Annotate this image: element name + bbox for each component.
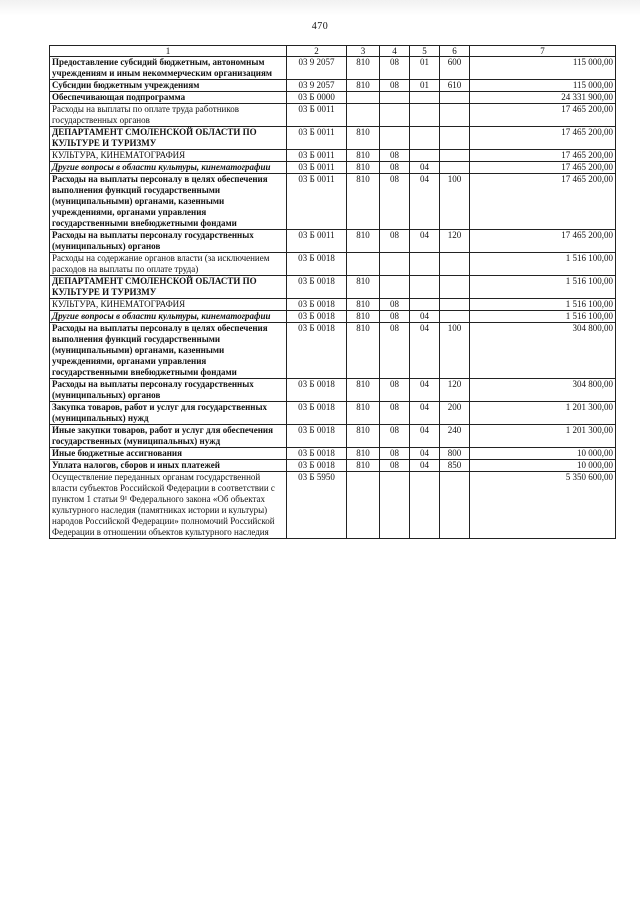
row-expense-type-cell	[440, 150, 470, 162]
header-cell: 7	[470, 46, 616, 57]
row-amount-cell: 17 465 200,00	[470, 150, 616, 162]
row-code-cell: 03 Б 0018	[287, 323, 347, 379]
budget-table	[49, 45, 616, 539]
row-expense-type-cell	[440, 311, 470, 323]
row-gov-cell: 810	[347, 425, 380, 448]
row-amount-cell: 1 516 100,00	[470, 276, 616, 299]
row-expense-type-cell: 100	[440, 174, 470, 230]
row-gov-cell: 810	[347, 379, 380, 402]
row-expense-type-cell: 240	[440, 425, 470, 448]
row-section-cell: 08	[380, 311, 410, 323]
row-subsection-cell: 04	[410, 162, 440, 174]
row-subsection-cell	[410, 253, 440, 276]
table-row	[50, 127, 616, 150]
row-gov-cell: 810	[347, 402, 380, 425]
row-subsection-cell: 04	[410, 323, 440, 379]
row-subsection-cell	[410, 127, 440, 150]
row-expense-type-cell	[440, 92, 470, 104]
header-cell: 3	[347, 46, 380, 57]
row-section-cell: 08	[380, 448, 410, 460]
row-gov-cell: 810	[347, 57, 380, 80]
row-gov-cell	[347, 92, 380, 104]
table-row	[50, 174, 616, 230]
row-code-cell: 03 Б 0011	[287, 104, 347, 127]
table-row	[50, 402, 616, 425]
row-amount-cell: 115 000,00	[470, 57, 616, 80]
row-expense-type-cell: 200	[440, 402, 470, 425]
header-cell: 1	[50, 46, 287, 57]
row-gov-cell: 810	[347, 460, 380, 472]
row-expense-type-cell	[440, 299, 470, 311]
row-section-cell: 08	[380, 323, 410, 379]
row-name-cell: КУЛЬТУРА, КИНЕМАТОГРАФИЯ	[50, 299, 287, 311]
row-name-cell: ДЕПАРТАМЕНТ СМОЛЕНСКОЙ ОБЛАСТИ ПО КУЛЬТУРЕ И ТУРИЗМУ	[50, 127, 287, 150]
row-name-cell: Расходы на выплаты персоналу государственных (муниципальных) органов	[50, 230, 287, 253]
row-code-cell: 03 Б 0018	[287, 402, 347, 425]
table-row	[50, 57, 616, 80]
row-subsection-cell: 04	[410, 448, 440, 460]
row-amount-cell: 24 331 900,00	[470, 92, 616, 104]
header-cell: 4	[380, 46, 410, 57]
row-code-cell: 03 Б 5950	[287, 472, 347, 539]
row-name-cell: Закупка товаров, работ и услуг для государственных (муниципальных) нужд	[50, 402, 287, 425]
row-name-cell: ДЕПАРТАМЕНТ СМОЛЕНСКОЙ ОБЛАСТИ ПО КУЛЬТУРЕ И ТУРИЗМУ	[50, 276, 287, 299]
row-gov-cell: 810	[347, 311, 380, 323]
row-subsection-cell	[410, 472, 440, 539]
row-gov-cell: 810	[347, 323, 380, 379]
table-row	[50, 425, 616, 448]
row-section-cell	[380, 92, 410, 104]
row-expense-type-cell	[440, 472, 470, 539]
row-code-cell: 03 Б 0018	[287, 448, 347, 460]
row-section-cell: 08	[380, 174, 410, 230]
row-amount-cell: 17 465 200,00	[470, 174, 616, 230]
row-section-cell: 08	[380, 162, 410, 174]
row-name-cell: Другие вопросы в области культуры, кинематографии	[50, 162, 287, 174]
row-code-cell: 03 Б 0018	[287, 379, 347, 402]
row-section-cell: 08	[380, 402, 410, 425]
row-amount-cell: 1 201 300,00	[470, 425, 616, 448]
row-name-cell: Осуществление переданных органам государственной власти субъектов Российской Федерации в соответствии с пунктом 1 статьи 9¹ Федерального закона «Об объектах культурного наследия (памятниках истории и культуры) народов Российской Федерации» полномочий Российской Федерации в отношении объектов культурного наследия	[50, 472, 287, 539]
row-code-cell: 03 Б 0018	[287, 253, 347, 276]
row-name-cell: Обеспечивающая подпрограмма	[50, 92, 287, 104]
row-code-cell: 03 Б 0011	[287, 127, 347, 150]
table-row	[50, 299, 616, 311]
row-subsection-cell: 04	[410, 379, 440, 402]
row-amount-cell: 17 465 200,00	[470, 127, 616, 150]
row-section-cell: 08	[380, 379, 410, 402]
row-code-cell: 03 Б 0018	[287, 276, 347, 299]
table-row	[50, 276, 616, 299]
table-row	[50, 230, 616, 253]
row-gov-cell	[347, 253, 380, 276]
table-header-row	[50, 46, 616, 57]
row-expense-type-cell	[440, 276, 470, 299]
row-section-cell: 08	[380, 299, 410, 311]
row-subsection-cell: 04	[410, 460, 440, 472]
row-expense-type-cell: 610	[440, 80, 470, 92]
row-section-cell	[380, 127, 410, 150]
row-code-cell: 03 Б 0018	[287, 460, 347, 472]
row-expense-type-cell	[440, 162, 470, 174]
row-subsection-cell	[410, 150, 440, 162]
row-code-cell: 03 Б 0018	[287, 299, 347, 311]
row-section-cell	[380, 276, 410, 299]
row-gov-cell: 810	[347, 80, 380, 92]
table-row	[50, 92, 616, 104]
row-expense-type-cell: 600	[440, 57, 470, 80]
row-name-cell: Расходы на выплаты персоналу в целях обеспечения выполнения функций государственными (муниципальными) органами, казенными учреждениями, органами управления государственными внебюджетными фондами	[50, 174, 287, 230]
table-row	[50, 150, 616, 162]
row-amount-cell: 115 000,00	[470, 80, 616, 92]
row-subsection-cell: 04	[410, 230, 440, 253]
header-cell: 5	[410, 46, 440, 57]
row-amount-cell: 1 516 100,00	[470, 299, 616, 311]
row-name-cell: Расходы на содержание органов власти (за исключением расходов на выплаты по оплате труда)	[50, 253, 287, 276]
row-section-cell	[380, 472, 410, 539]
table-row	[50, 104, 616, 127]
table-row	[50, 80, 616, 92]
row-code-cell: 03 Б 0011	[287, 150, 347, 162]
table-row	[50, 472, 616, 539]
row-name-cell: Иные бюджетные ассигнования	[50, 448, 287, 460]
row-name-cell: Расходы на выплаты персоналу государственных (муниципальных) органов	[50, 379, 287, 402]
row-section-cell: 08	[380, 57, 410, 80]
table-row	[50, 323, 616, 379]
row-amount-cell: 17 465 200,00	[470, 162, 616, 174]
row-expense-type-cell: 850	[440, 460, 470, 472]
row-name-cell: Расходы на выплаты персоналу в целях обеспечения выполнения функций государственными (муниципальными) органами, казенными учреждениями, органами управления государственными внебюджетными фондами	[50, 323, 287, 379]
row-expense-type-cell: 120	[440, 230, 470, 253]
row-expense-type-cell: 120	[440, 379, 470, 402]
row-amount-cell: 17 465 200,00	[470, 230, 616, 253]
header-cell: 6	[440, 46, 470, 57]
row-expense-type-cell	[440, 253, 470, 276]
row-name-cell: Уплата налогов, сборов и иных платежей	[50, 460, 287, 472]
row-expense-type-cell	[440, 127, 470, 150]
row-subsection-cell	[410, 276, 440, 299]
row-gov-cell: 810	[347, 230, 380, 253]
row-section-cell: 08	[380, 150, 410, 162]
table-row	[50, 162, 616, 174]
row-amount-cell: 10 000,00	[470, 460, 616, 472]
row-subsection-cell: 01	[410, 80, 440, 92]
table-row	[50, 379, 616, 402]
row-subsection-cell: 04	[410, 425, 440, 448]
row-subsection-cell	[410, 104, 440, 127]
table-row	[50, 460, 616, 472]
row-name-cell: Другие вопросы в области культуры, кинематографии	[50, 311, 287, 323]
row-amount-cell: 1 516 100,00	[470, 253, 616, 276]
row-gov-cell: 810	[347, 299, 380, 311]
scan-noise-strip	[0, 0, 640, 16]
row-amount-cell: 304 800,00	[470, 323, 616, 379]
table-row	[50, 311, 616, 323]
row-section-cell: 08	[380, 80, 410, 92]
row-amount-cell: 5 350 600,00	[470, 472, 616, 539]
row-gov-cell: 810	[347, 162, 380, 174]
row-code-cell: 03 Б 0011	[287, 174, 347, 230]
row-code-cell: 03 Б 0011	[287, 230, 347, 253]
row-section-cell	[380, 253, 410, 276]
row-code-cell: 03 Б 0011	[287, 162, 347, 174]
row-section-cell: 08	[380, 425, 410, 448]
row-gov-cell	[347, 472, 380, 539]
row-subsection-cell	[410, 299, 440, 311]
row-code-cell: 03 Б 0000	[287, 92, 347, 104]
row-name-cell: Субсидии бюджетным учреждениям	[50, 80, 287, 92]
row-subsection-cell	[410, 92, 440, 104]
row-name-cell: Предоставление субсидий бюджетным, автономным учреждениям и иным некоммерческим организациям	[50, 57, 287, 80]
row-amount-cell: 10 000,00	[470, 448, 616, 460]
row-expense-type-cell	[440, 104, 470, 127]
header-cell: 2	[287, 46, 347, 57]
row-expense-type-cell: 800	[440, 448, 470, 460]
row-gov-cell: 810	[347, 127, 380, 150]
table-row	[50, 253, 616, 276]
row-gov-cell: 810	[347, 174, 380, 230]
row-name-cell: Иные закупки товаров, работ и услуг для обеспечения государственных (муниципальных) нужд	[50, 425, 287, 448]
row-gov-cell: 810	[347, 276, 380, 299]
row-name-cell: Расходы на выплаты по оплате труда работников государственных органов	[50, 104, 287, 127]
row-expense-type-cell: 100	[440, 323, 470, 379]
row-amount-cell: 304 800,00	[470, 379, 616, 402]
row-subsection-cell: 04	[410, 402, 440, 425]
row-gov-cell: 810	[347, 150, 380, 162]
row-amount-cell: 17 465 200,00	[470, 104, 616, 127]
row-section-cell: 08	[380, 230, 410, 253]
row-amount-cell: 1 516 100,00	[470, 311, 616, 323]
row-section-cell	[380, 104, 410, 127]
row-gov-cell	[347, 104, 380, 127]
row-gov-cell: 810	[347, 448, 380, 460]
row-code-cell: 03 9 2057	[287, 57, 347, 80]
row-amount-cell: 1 201 300,00	[470, 402, 616, 425]
row-subsection-cell: 01	[410, 57, 440, 80]
row-name-cell: КУЛЬТУРА, КИНЕМАТОГРАФИЯ	[50, 150, 287, 162]
row-subsection-cell: 04	[410, 174, 440, 230]
row-subsection-cell: 04	[410, 311, 440, 323]
table-row	[50, 448, 616, 460]
row-section-cell: 08	[380, 460, 410, 472]
row-code-cell: 03 9 2057	[287, 80, 347, 92]
row-code-cell: 03 Б 0018	[287, 425, 347, 448]
row-code-cell: 03 Б 0018	[287, 311, 347, 323]
page-number: 470	[311, 21, 329, 32]
